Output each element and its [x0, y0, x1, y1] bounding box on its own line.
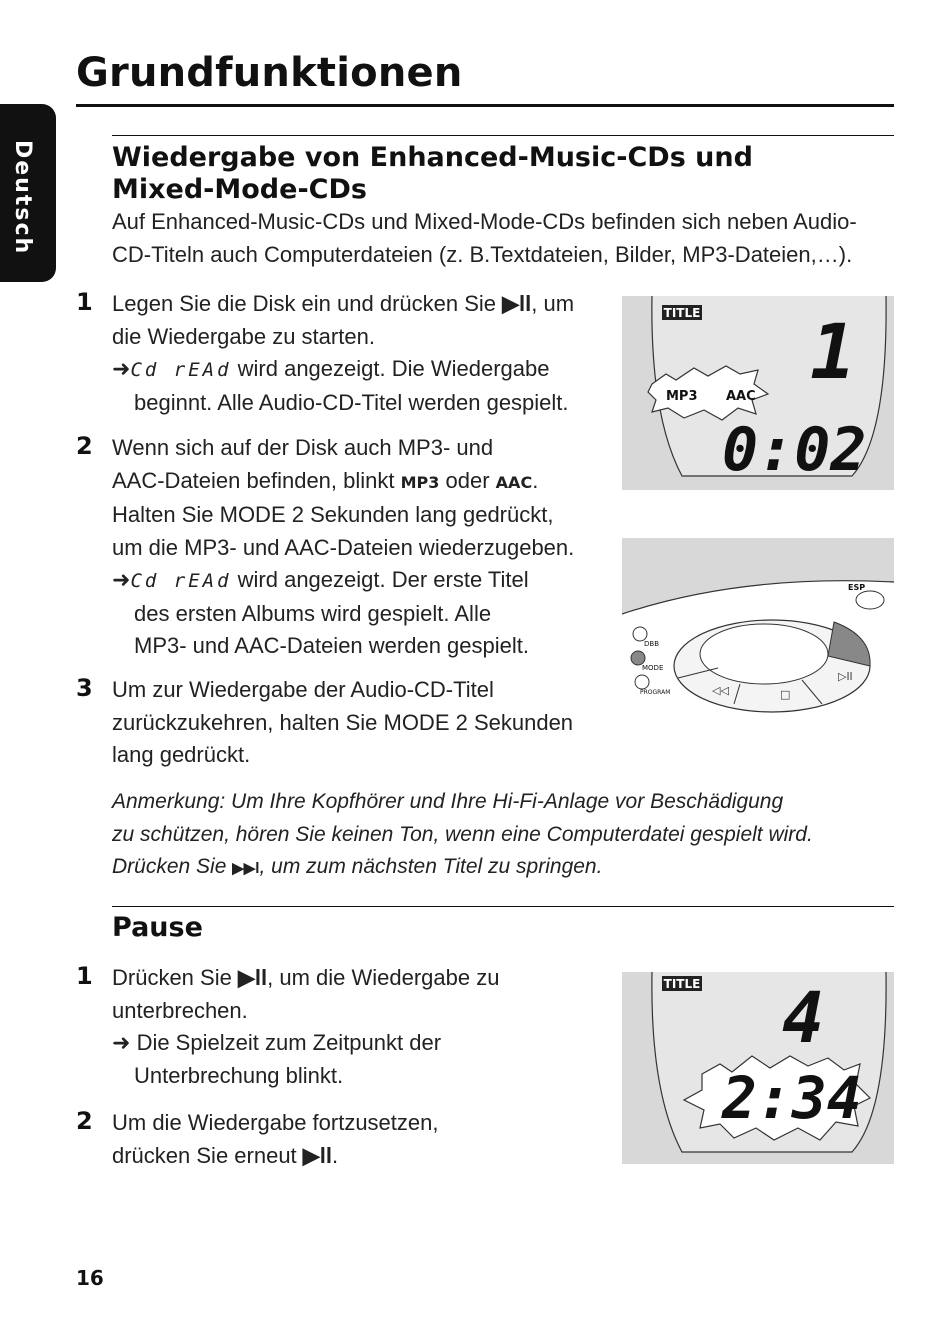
- intro-line-2: CD-Titeln auch Computerdateien (z. B.Textdateien, Bilder, MP3-Dateien,…).: [112, 241, 853, 267]
- track-digit: 1: [810, 307, 856, 396]
- step-number: 1: [76, 288, 93, 316]
- step-number: 1: [76, 962, 93, 990]
- title-rule: [76, 104, 894, 107]
- note-text: , um zum nächsten Titel zu springen.: [259, 855, 603, 878]
- step-text: drücken Sie erneut: [112, 1142, 303, 1168]
- step-text: Um zur Wiedergabe der Audio-CD-Titel: [112, 677, 494, 702]
- step-text: Um die Wiedergabe fortzusetzen,: [112, 1110, 439, 1135]
- esp-label: ESP: [848, 583, 866, 592]
- time-digits: 2:34: [722, 1064, 862, 1132]
- control-panel-illustration: [622, 538, 894, 732]
- svg-text:▷ll: ▷ll: [838, 670, 853, 683]
- time-digits: 0:02: [722, 415, 867, 485]
- step-text: .: [532, 467, 539, 493]
- play-pause-symbol: ▶ll: [502, 291, 532, 316]
- control-panel-graphic: [622, 538, 894, 732]
- step-text: um die MP3- und AAC-Dateien wiederzugeben.: [112, 534, 575, 560]
- lcd-display-graphic: [622, 296, 894, 490]
- step-text: des ersten Albums wird gespielt. Alle: [134, 600, 492, 626]
- track-digit: 4: [782, 977, 825, 1059]
- svg-text:◁◁: ◁◁: [712, 684, 729, 697]
- section-heading: [112, 142, 902, 206]
- play-pause-symbol: ▶ll: [237, 965, 268, 990]
- mp3-indicator: MP3: [400, 472, 440, 492]
- heading-line-2: Mixed-Mode-CDs: [112, 174, 367, 205]
- step-text: oder: [439, 467, 496, 493]
- lcd-text: Cd rEAd: [130, 359, 232, 381]
- dbb-label: DBB: [644, 640, 659, 648]
- note-text: Drücken Sie: [112, 855, 233, 878]
- page-title: Grundfunktionen: [76, 50, 463, 96]
- note-text: zu schützen, hören Sie keinen Ton, wenn eine Computerdatei gespielt wird.: [112, 822, 813, 846]
- step-text: die Wiedergabe zu starten.: [112, 323, 375, 349]
- step-text: wird angezeigt. Die Wiedergabe: [231, 356, 550, 381]
- result-arrow-icon: ➜: [112, 567, 131, 592]
- step-text: Die Spielzeit zum Zeitpunkt der: [136, 1030, 442, 1055]
- burst-mp3: MP3: [666, 389, 698, 404]
- next-track-symbol: ▶▶l: [232, 860, 260, 877]
- svg-text:□: □: [780, 688, 791, 701]
- section-rule: [112, 906, 894, 907]
- step-text: unterbrechen.: [112, 997, 248, 1023]
- title-badge: TITLE: [663, 977, 701, 991]
- step-text: Unterbrechung blinkt.: [134, 1062, 344, 1088]
- step-text: lang gedrückt.: [112, 742, 251, 767]
- step-1: [112, 288, 612, 419]
- aac-indicator: AAC: [495, 472, 533, 492]
- step-number: 2: [76, 432, 93, 460]
- step-text: wird angezeigt. Der erste Titel: [231, 567, 529, 592]
- step-number: 3: [76, 674, 93, 702]
- section-heading-pause: Pause: [112, 912, 203, 943]
- lcd-display-illustration: [622, 296, 894, 490]
- step-text: zurückzukehren, halten Sie MODE 2 Sekunden: [112, 709, 574, 735]
- step-text: Halten Sie MODE 2 Sekunden lang gedrückt,: [112, 502, 554, 527]
- step-text: , um die Wiedergabe zu: [267, 965, 500, 990]
- section-rule: [112, 135, 894, 136]
- program-label: PROGRAM: [640, 689, 671, 696]
- burst-aac: AAC: [726, 389, 756, 404]
- note: [112, 786, 902, 886]
- step-text: Drücken Sie: [112, 965, 238, 990]
- intro-paragraph: [112, 206, 902, 271]
- paused-display-illustration: [622, 972, 894, 1164]
- title-badge: TITLE: [663, 306, 701, 320]
- heading-line-1: Wiedergabe von Enhanced-Music-CDs und: [112, 142, 753, 173]
- pause-step-2: [112, 1107, 612, 1172]
- step-text: MP3- und AAC-Dateien werden gespielt.: [134, 633, 529, 658]
- mode-label: MODE: [642, 664, 664, 672]
- result-arrow-icon: ➜: [112, 356, 131, 381]
- step-text: Legen Sie die Disk ein und drücken Sie: [112, 291, 503, 316]
- result-arrow-icon: ➜: [112, 1030, 131, 1055]
- step-2: [112, 432, 612, 663]
- step-text: AAC-Dateien befinden, blinkt: [112, 467, 401, 493]
- step-text: beginnt. Alle Audio-CD-Titel werden gespielt.: [134, 389, 569, 415]
- language-tab: [0, 104, 56, 282]
- pause-step-1: [112, 962, 612, 1092]
- step-number: 2: [76, 1107, 93, 1135]
- step-3: [112, 674, 612, 772]
- section-playback-mixed: [112, 142, 902, 271]
- note-text: Anmerkung: Um Ihre Kopfhörer und Ihre Hi-Fi-Anlage vor Beschädigung: [112, 790, 784, 813]
- language-tab-label: Deutsch: [10, 140, 35, 256]
- page-number: 16: [76, 1266, 104, 1290]
- step-text: .: [331, 1142, 339, 1168]
- intro-line-1: Auf Enhanced-Music-CDs und Mixed-Mode-CDs befinden sich neben Audio-: [112, 209, 857, 234]
- step-text: , um: [531, 291, 575, 316]
- step-text: Wenn sich auf der Disk auch MP3- und: [112, 435, 494, 460]
- paused-display-graphic: [622, 972, 894, 1164]
- play-pause-symbol: ▶ll: [302, 1142, 332, 1168]
- lcd-text: Cd rEAd: [130, 570, 232, 592]
